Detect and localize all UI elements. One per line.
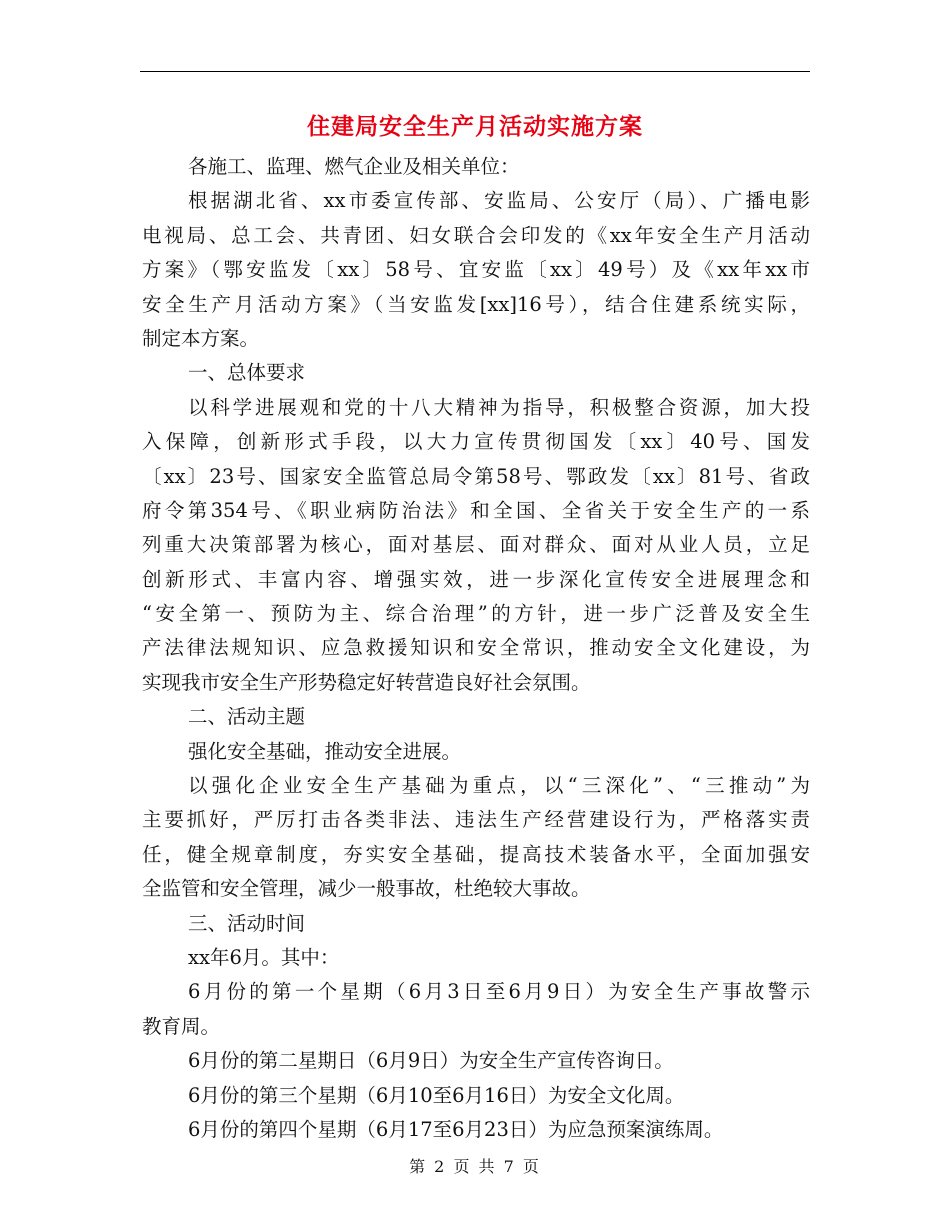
text-line: 〔xx〕23号、国家安全监管总局令第58号、鄂政发〔xx〕81号、省政 — [142, 464, 810, 488]
text-line: 二、活动主题 — [188, 705, 306, 729]
text-line: 各施工、监理、燃气企业及相关单位： — [188, 155, 520, 178]
page-footer: 第 2 页 共 7 页 — [409, 1157, 541, 1176]
text-line: 安全生产月活动方案》（当安监发[xx]16号），结合住建系统实际， — [142, 292, 810, 316]
text-line: 教育周。 — [142, 1014, 221, 1038]
document-title: 住建局安全生产月活动实施方案 — [307, 113, 643, 140]
text-line: 6月份的第三个星期（6月10至6月16日）为安全文化周。 — [188, 1083, 685, 1107]
document-body — [142, 150, 810, 1147]
text-line: 三、活动时间 — [188, 911, 306, 935]
text-line: 制定本方案。 — [142, 326, 260, 350]
text-line: 方案》（鄂安监发〔xx〕58号、宜安监〔xx〕49号）及《xx年xx市 — [142, 258, 810, 282]
text-line: 实现我市安全生产形势稳定好转营造良好社会氛围。 — [142, 670, 591, 694]
text-line: 主要抓好，严厉打击各类非法、违法生产经营建设行为，严格落实责 — [142, 808, 810, 832]
text-line: 任，健全规章制度，夯实安全基础，提高技术装备水平，全面加强安 — [142, 842, 810, 866]
text-line: 产法律法规知识、应急救援知识和安全常识，推动安全文化建设，为 — [142, 636, 810, 660]
header-rule — [140, 71, 810, 72]
text-line: 6月份的第四个星期（6月17至6月23日）为应急预案演练周。 — [188, 1117, 724, 1141]
text-line: xx年6月。其中： — [188, 945, 340, 969]
text-line: “安全第一、预防为主、综合治理”的方针，进一步广泛普及安全生 — [142, 602, 810, 626]
text-line: 电视局、总工会、共青团、妇女联合会印发的《xx年安全生产月活动 — [142, 223, 810, 247]
text-line: 以强化企业安全生产基础为重点，以“三深化”、“三推动”为 — [188, 774, 810, 798]
text-line: 6月份的第二星期日（6月9日）为安全生产宣传咨询日。 — [188, 1049, 674, 1073]
text-line: 府令第354号、《职业病防治法》和全国、全省关于安全生产的一系 — [142, 498, 810, 522]
text-line: 创新形式、丰富内容、增强实效，进一步深化宣传安全进展理念和 — [142, 567, 810, 591]
text-line: 一、总体要求 — [188, 361, 306, 385]
text-line: 强化安全基础，推动安全进展。 — [188, 739, 462, 763]
text-line: 6月份的第一个星期（6月3日至6月9日）为安全生产事故警示 — [188, 980, 810, 1004]
text-line: 列重大决策部署为核心，面对基层、面对群众、面对从业人员，立足 — [142, 533, 810, 557]
text-line: 以科学进展观和党的十八大精神为指导，积极整合资源，加大投 — [188, 395, 810, 419]
text-line: 根据湖北省、xx市委宣传部、安监局、公安厅（局）、广播电影 — [188, 189, 810, 213]
text-line: 入保障，创新形式手段，以大力宣传贯彻国发〔xx〕40号、国发 — [142, 430, 810, 454]
text-line: 全监管和安全管理，减少一般事故，杜绝较大事故。 — [142, 877, 591, 901]
